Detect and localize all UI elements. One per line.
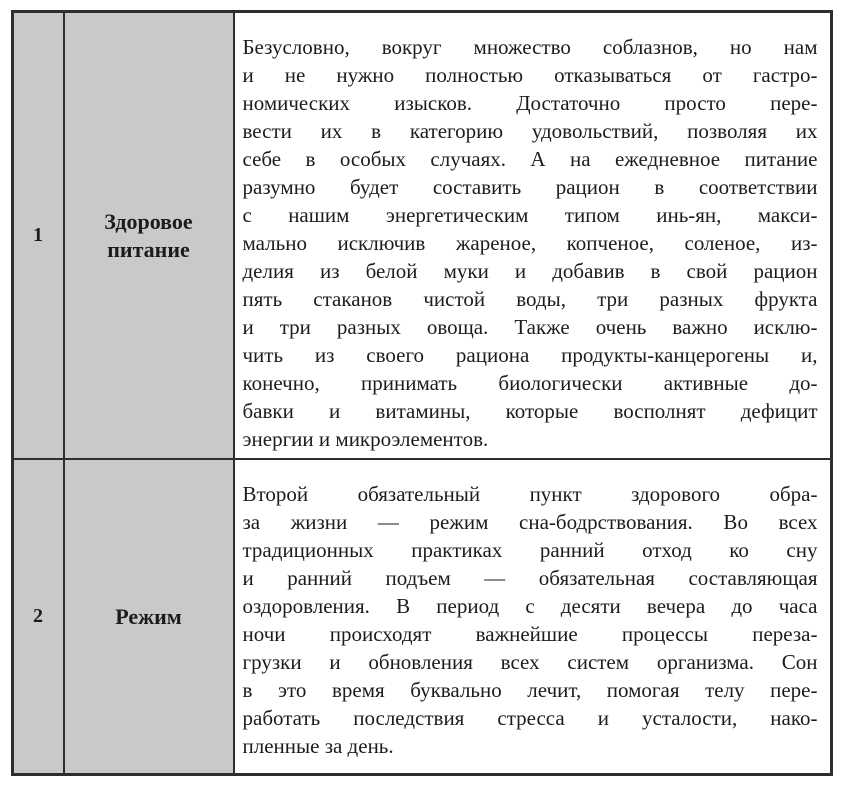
text-line: делия из белой муки и добавив в свой рацион (242, 259, 818, 283)
text-line: пять стаканов чистой воды, три разных фрукта (242, 287, 818, 311)
row-number-cell: 2 (14, 460, 65, 773)
row-title-cell: Здоровое питание (65, 13, 235, 458)
text-line: грузки и обновления всех систем организма. Сон (242, 650, 818, 674)
text-line: традиционных практиках ранний отход ко сну (242, 538, 818, 562)
table-row (14, 13, 830, 460)
text-line: бавки и витамины, которые восполнят дефицит (242, 399, 818, 423)
table-row (14, 460, 830, 773)
text-line: с нашим энергетическим типом инь-ян, макси- (242, 203, 818, 227)
text-line: работать последствия стресса и усталости, нако- (242, 706, 818, 730)
text-line: оздоровления. В период с десяти вечера до часа (242, 594, 818, 618)
row-text-cell (235, 460, 830, 773)
text-line: и три разных овоща. Также очень важно исклю- (242, 315, 818, 339)
text-line: ночи происходят важнейшие процессы переза- (242, 622, 818, 646)
text-line: мально исключив жареное, копченое, соленое, из- (242, 231, 818, 255)
row-title-cell: Режим (65, 460, 235, 773)
text-line: номических изысков. Достаточно просто пере- (242, 91, 818, 115)
text-line: за жизни — режим сна-бодрствования. Во всех (242, 510, 818, 534)
row-number-cell: 1 (14, 13, 65, 458)
health-habits-table (11, 10, 833, 776)
text-line: конечно, принимать биологически активные до- (242, 371, 818, 395)
row-text-cell (235, 13, 830, 458)
text-line: чить из своего рациона продукты-канцерогены и, (242, 343, 818, 367)
text-line: и не нужно полностью отказываться от гастро- (242, 63, 818, 87)
text-line: себе в особых случаях. А на ежедневное питание (242, 147, 818, 171)
text-line: Безусловно, вокруг множество соблазнов, но нам (242, 35, 818, 59)
text-line: Второй обязательный пункт здорового обра- (242, 482, 818, 506)
text-line: в это время буквально лечит, помогая телу пере- (242, 678, 818, 702)
text-line: пленные за день. (242, 734, 394, 758)
text-line: энергии и микроэлементов. (242, 427, 489, 451)
text-line: разумно будет составить рацион в соответствии (242, 175, 818, 199)
text-line: вести их в категорию удовольствий, позволяя их (242, 119, 818, 143)
text-line: и ранний подъем — обязательная составляющая (242, 566, 818, 590)
